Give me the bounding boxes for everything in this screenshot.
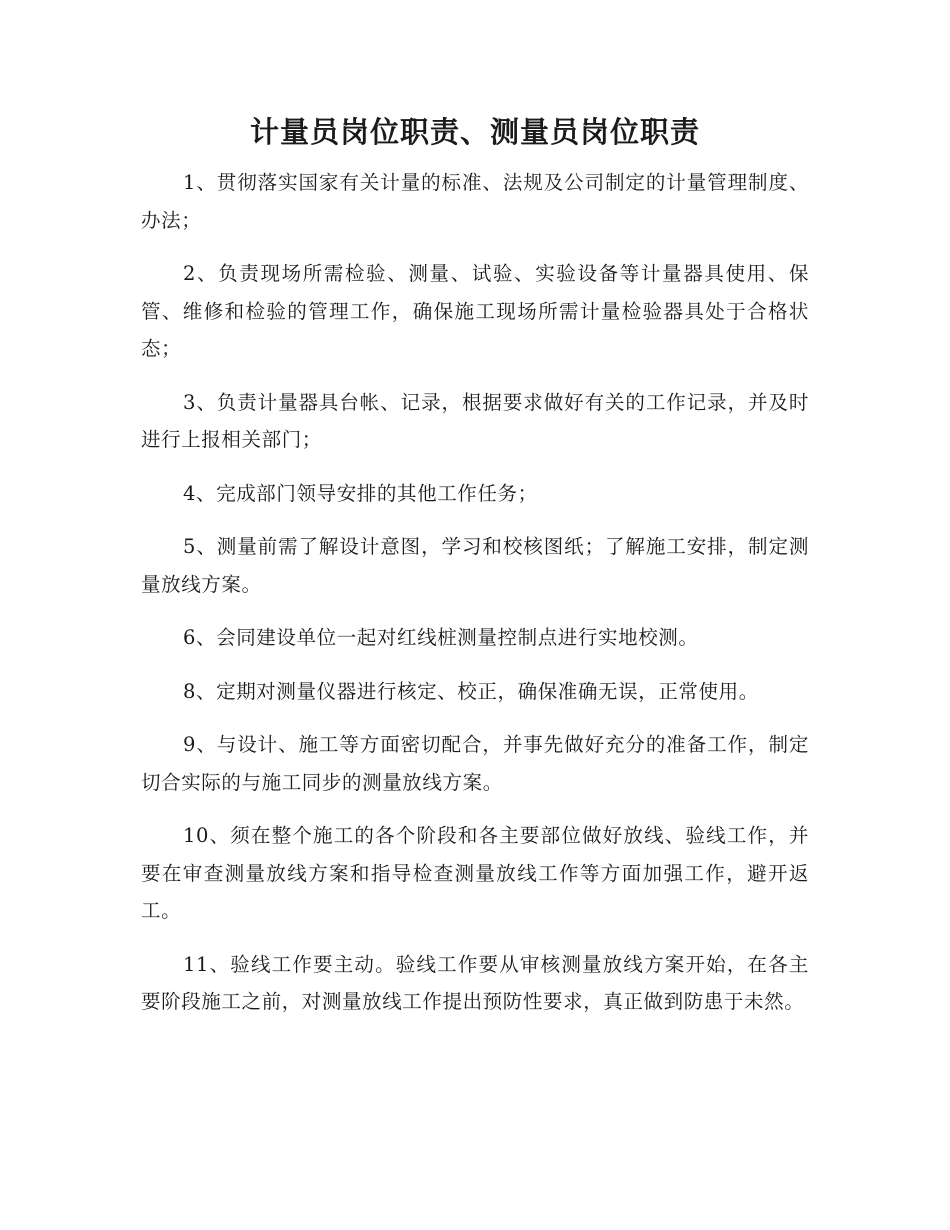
paragraph-4: 4、完成部门领导安排的其他工作任务；	[183, 481, 538, 505]
paragraph-11: 11、验线工作要主动。验线工作要从审核测量放线方案开始，在各主要阶段施工之前，对测量放线工作提出预防性要求，真正做到防患于未然。	[141, 952, 809, 1013]
paragraph-10: 10、须在整个施工的各个阶段和各主要部位做好放线、验线工作，并要在审查测量放线方案和指导检查测量放线工作等方面加强工作，避开返工。	[141, 824, 809, 922]
paragraph-3: 3、负责计量器具台帐、记录，根据要求做好有关的工作记录，并及时进行上报相关部门；	[141, 390, 809, 451]
paragraph-9: 9、与设计、施工等方面密切配合，并事先做好充分的准备工作，制定切合实际的与施工同步的测量放线方案。	[141, 733, 809, 794]
paragraph-1: 1、贯彻落实国家有关计量的标准、法规及公司制定的计量管理制度、办法；	[141, 171, 809, 232]
document-title: 计量员岗位职责、测量员岗位职责	[249, 115, 700, 149]
paragraph-8: 8、定期对测量仪器进行核定、校正，确保准确无误，正常使用。	[183, 679, 759, 703]
paragraph-5: 5、测量前需了解设计意图，学习和校核图纸；了解施工安排，制定测量放线方案。	[141, 535, 809, 596]
paragraph-2: 2、负责现场所需检验、测量、试验、实验设备等计量器具使用、保管、维修和检验的管理工作，确保施工现场所需计量检验器具处于合格状态；	[141, 262, 809, 360]
paragraph-6: 6、会同建设单位一起对红线桩测量控制点进行实地校测。	[183, 626, 699, 649]
document-body	[141, 164, 809, 1037]
